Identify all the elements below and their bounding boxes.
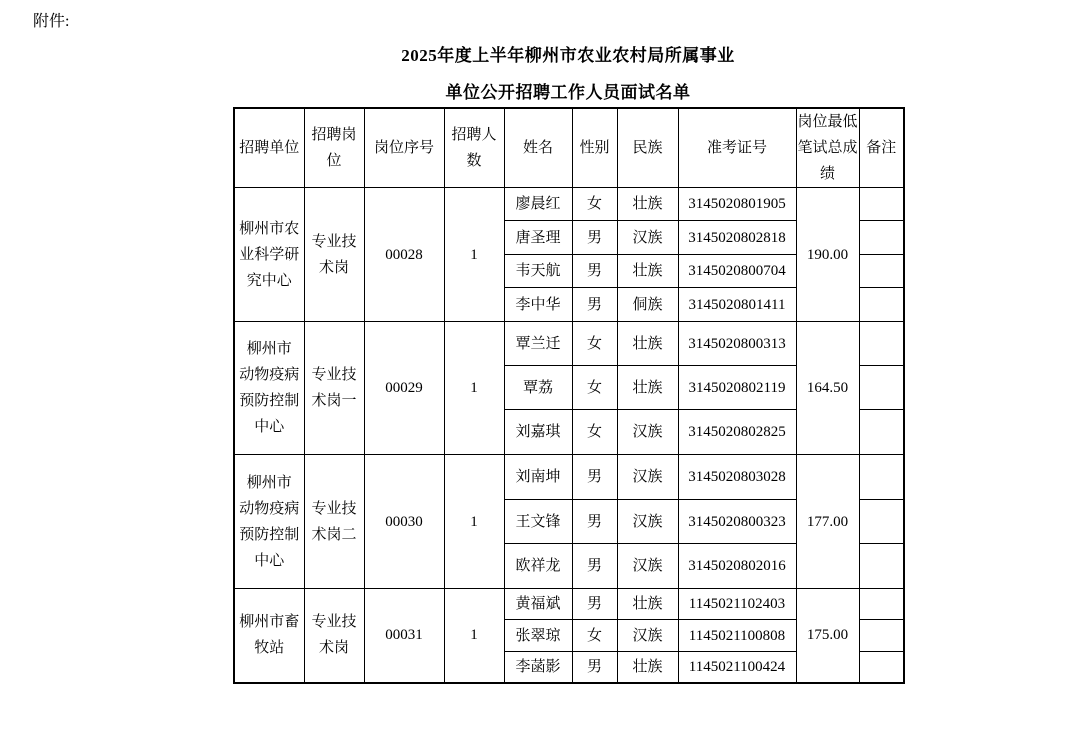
table-header xyxy=(234,108,904,188)
cell-candidate-name: 李菡影 xyxy=(504,652,572,683)
header-recruiting-post: 招聘岗位 xyxy=(304,108,364,188)
header-recruit-count: 招聘人数 xyxy=(444,108,504,188)
table-body xyxy=(234,188,904,683)
cell-ethnicity: 侗族 xyxy=(617,288,678,322)
cell-gender: 男 xyxy=(572,455,617,500)
interview-roster-table xyxy=(233,107,905,684)
cell-gender: 男 xyxy=(572,652,617,683)
cell-ethnicity: 壮族 xyxy=(617,322,678,366)
cell-remark xyxy=(859,544,904,589)
cell-gender: 女 xyxy=(572,620,617,652)
cell-ethnicity: 汉族 xyxy=(617,410,678,455)
cell-remark xyxy=(859,410,904,455)
cell-candidate-name: 刘南坤 xyxy=(504,455,572,500)
cell-min-score: 175.00 xyxy=(796,589,859,683)
cell-unit: 柳州市动物疫病预防控制中心 xyxy=(234,322,304,455)
cell-remark xyxy=(859,366,904,410)
header-post-number: 岗位序号 xyxy=(364,108,444,188)
header-ethnicity: 民族 xyxy=(617,108,678,188)
cell-gender: 男 xyxy=(572,221,617,255)
cell-gender: 男 xyxy=(572,500,617,544)
cell-remark xyxy=(859,188,904,221)
cell-candidate-name: 覃兰迁 xyxy=(504,322,572,366)
cell-remark xyxy=(859,455,904,500)
header-gender: 性别 xyxy=(572,108,617,188)
cell-ticket-number: 3145020802818 xyxy=(678,221,796,255)
cell-job-number: 00030 xyxy=(364,455,444,589)
cell-ticket-number: 1145021100808 xyxy=(678,620,796,652)
table-row xyxy=(234,455,904,500)
cell-recruit-count: 1 xyxy=(444,455,504,589)
cell-recruit-count: 1 xyxy=(444,589,504,683)
cell-candidate-name: 王文锋 xyxy=(504,500,572,544)
cell-ticket-number: 3145020800313 xyxy=(678,322,796,366)
cell-job-number: 00031 xyxy=(364,589,444,683)
cell-ethnicity: 汉族 xyxy=(617,544,678,589)
title-line-2: 单位公开招聘工作人员面试名单 xyxy=(445,83,691,102)
cell-position: 专业技术岗 xyxy=(304,188,364,322)
cell-min-score: 164.50 xyxy=(796,322,859,455)
cell-remark xyxy=(859,589,904,620)
cell-ethnicity: 壮族 xyxy=(617,366,678,410)
header-ticket-number: 准考证号 xyxy=(678,108,796,188)
header-min-written-score: 岗位最低笔试总成绩 xyxy=(796,108,859,188)
cell-ticket-number: 3145020801411 xyxy=(678,288,796,322)
table-row xyxy=(234,188,904,221)
cell-recruit-count: 1 xyxy=(444,188,504,322)
header-name: 姓名 xyxy=(504,108,572,188)
cell-ethnicity: 壮族 xyxy=(617,652,678,683)
cell-ticket-number: 1145021100424 xyxy=(678,652,796,683)
document-title xyxy=(233,46,903,103)
cell-candidate-name: 韦天航 xyxy=(504,255,572,288)
cell-ethnicity: 汉族 xyxy=(617,500,678,544)
cell-remark xyxy=(859,288,904,322)
cell-ethnicity: 壮族 xyxy=(617,255,678,288)
cell-ticket-number: 3145020803028 xyxy=(678,455,796,500)
cell-gender: 男 xyxy=(572,544,617,589)
cell-position: 专业技术岗二 xyxy=(304,455,364,589)
cell-candidate-name: 黄福斌 xyxy=(504,589,572,620)
cell-job-number: 00029 xyxy=(364,322,444,455)
cell-remark xyxy=(859,322,904,366)
cell-min-score: 177.00 xyxy=(796,455,859,589)
cell-ethnicity: 汉族 xyxy=(617,221,678,255)
cell-candidate-name: 覃荔 xyxy=(504,366,572,410)
title-line-1: 2025年度上半年柳州市农业农村局所属事业 xyxy=(401,46,735,65)
cell-candidate-name: 李中华 xyxy=(504,288,572,322)
cell-ticket-number: 3145020801905 xyxy=(678,188,796,221)
cell-ticket-number: 1145021102403 xyxy=(678,589,796,620)
cell-gender: 女 xyxy=(572,410,617,455)
cell-gender: 女 xyxy=(572,322,617,366)
cell-min-score: 190.00 xyxy=(796,188,859,322)
cell-gender: 女 xyxy=(572,366,617,410)
cell-ticket-number: 3145020802825 xyxy=(678,410,796,455)
cell-ethnicity: 汉族 xyxy=(617,620,678,652)
cell-remark xyxy=(859,255,904,288)
cell-ticket-number: 3145020800323 xyxy=(678,500,796,544)
cell-gender: 女 xyxy=(572,188,617,221)
table-row xyxy=(234,322,904,366)
cell-ticket-number: 3145020802119 xyxy=(678,366,796,410)
cell-remark xyxy=(859,221,904,255)
cell-ethnicity: 壮族 xyxy=(617,188,678,221)
cell-gender: 男 xyxy=(572,255,617,288)
cell-candidate-name: 廖晨红 xyxy=(504,188,572,221)
cell-candidate-name: 唐圣理 xyxy=(504,221,572,255)
cell-ethnicity: 汉族 xyxy=(617,455,678,500)
cell-remark xyxy=(859,652,904,683)
cell-ticket-number: 3145020802016 xyxy=(678,544,796,589)
attachment-label: 附件: xyxy=(33,13,70,30)
cell-remark xyxy=(859,500,904,544)
cell-candidate-name: 刘嘉琪 xyxy=(504,410,572,455)
cell-recruit-count: 1 xyxy=(444,322,504,455)
cell-gender: 男 xyxy=(572,589,617,620)
cell-unit: 柳州市畜牧站 xyxy=(234,589,304,683)
cell-unit: 柳州市农业科学研究中心 xyxy=(234,188,304,322)
cell-remark xyxy=(859,620,904,652)
cell-position: 专业技术岗 xyxy=(304,589,364,683)
cell-job-number: 00028 xyxy=(364,188,444,322)
header-recruiting-unit: 招聘单位 xyxy=(234,108,304,188)
cell-candidate-name: 欧祥龙 xyxy=(504,544,572,589)
cell-position: 专业技术岗一 xyxy=(304,322,364,455)
table-row xyxy=(234,589,904,620)
header-row xyxy=(234,108,904,188)
cell-gender: 男 xyxy=(572,288,617,322)
cell-candidate-name: 张翠琼 xyxy=(504,620,572,652)
cell-ticket-number: 3145020800704 xyxy=(678,255,796,288)
cell-unit: 柳州市动物疫病预防控制中心 xyxy=(234,455,304,589)
cell-ethnicity: 壮族 xyxy=(617,589,678,620)
header-remark: 备注 xyxy=(859,108,904,188)
